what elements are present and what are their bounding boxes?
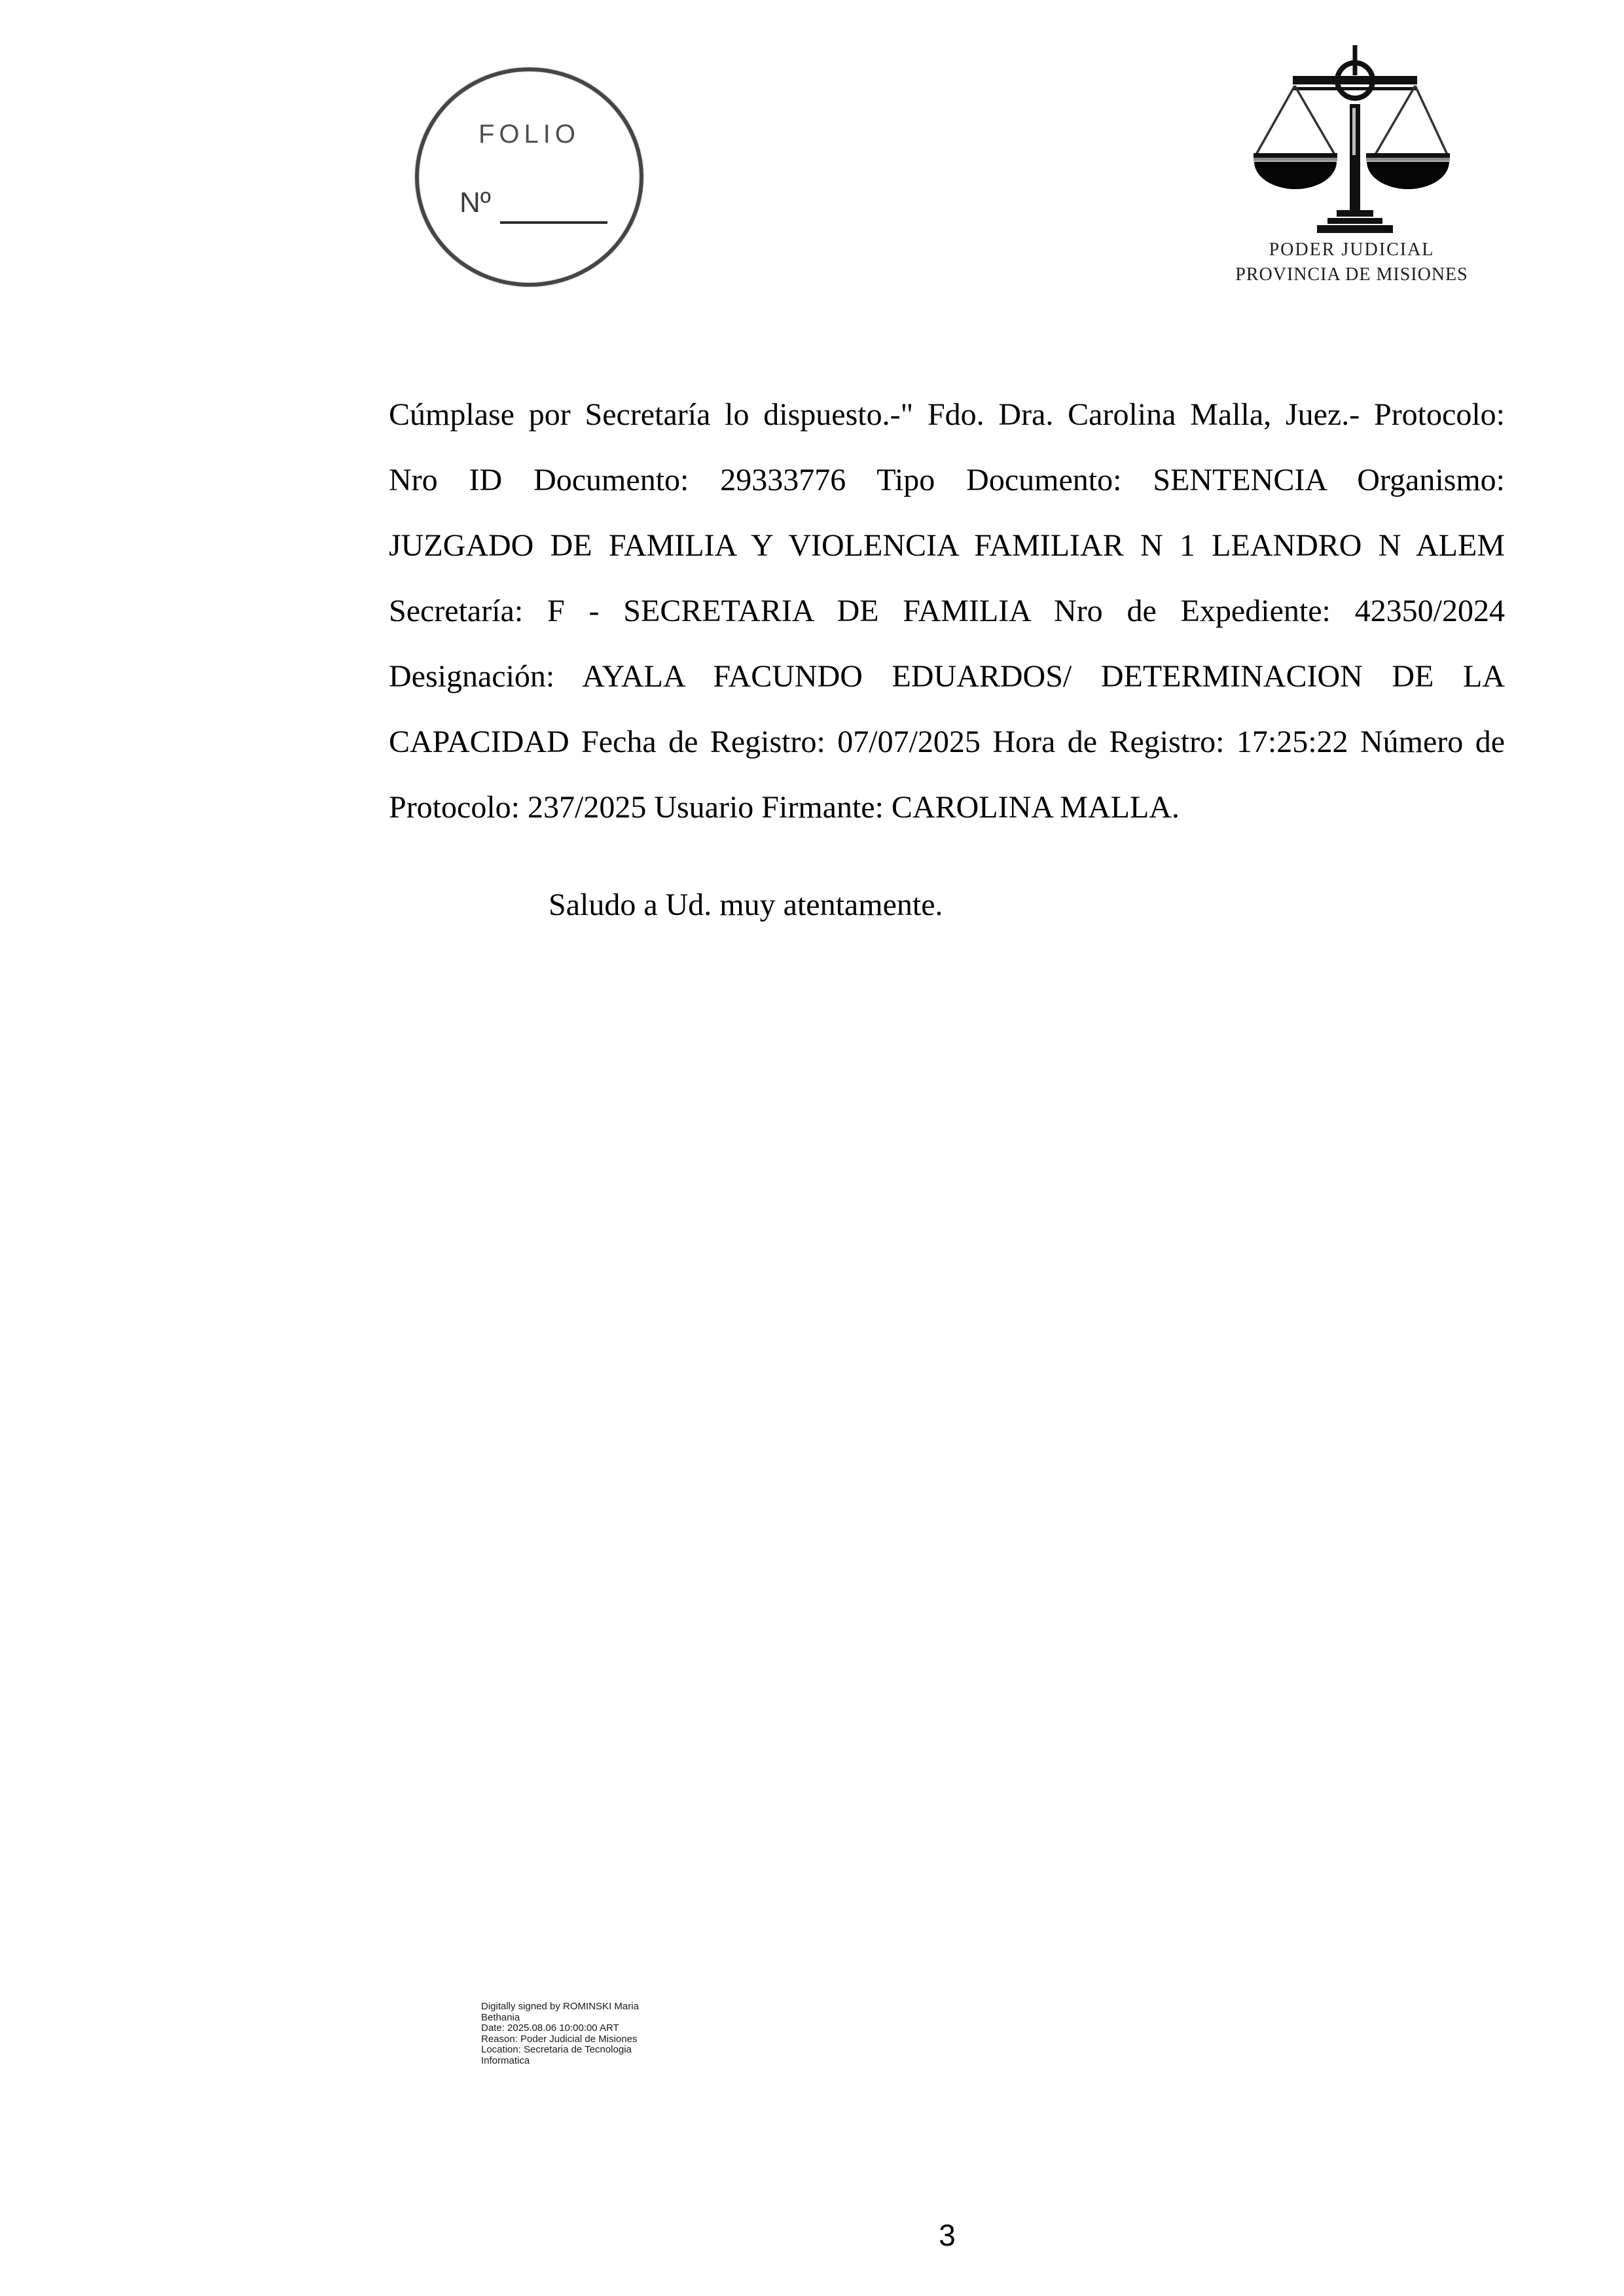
closing-salutation: Saludo a Ud. muy atentamente. [549, 888, 943, 922]
signature-line: Bethania [481, 2011, 520, 2023]
signature-line: Informatica [481, 2054, 530, 2066]
folio-stamp [415, 67, 643, 287]
logo-caption-line1: PODER JUDICIAL [1269, 240, 1435, 260]
signature-line: Date: 2025.08.06 10:00:00 ART [481, 2022, 619, 2034]
court-logo [1221, 45, 1483, 285]
folio-stamp-title: FOLIO [478, 120, 581, 149]
paragraph-line: Designación: AYALA FACUNDO EDUARDOS/ DETERMINACION DE LA [389, 659, 1505, 694]
digital-signature-block [481, 2001, 639, 2067]
scales-of-justice-icon [1221, 45, 1483, 235]
paragraph-line: JUZGADO DE FAMILIA Y VIOLENCIA FAMILIAR N 1 LEANDRO N ALEM [389, 528, 1505, 563]
logo-caption-line2: PROVINCIA DE MISIONES [1235, 264, 1468, 285]
paragraph-line: CAPACIDAD Fecha de Registro: 07/07/2025 Hora de Registro: 17:25:22 Número de [389, 725, 1505, 759]
paragraph-line: Protocolo: 237/2025 Usuario Firmante: CAROLINA MALLA. [389, 790, 1180, 825]
paragraph-line: Secretaría: F - SECRETARIA DE FAMILIA Nro de Expediente: 42350/2024 [389, 594, 1505, 628]
paragraph-line: Cúmplase por Secretaría lo dispuesto.-" Fdo. Dra. Carolina Malla, Juez.- Protocolo: [389, 397, 1505, 432]
folio-number-blank-line [500, 221, 607, 224]
signature-line: Reason: Poder Judicial de Misiones [481, 2033, 638, 2045]
paragraph-line: Nro ID Documento: 29333776 Tipo Documento: SENTENCIA Organismo: [389, 463, 1505, 497]
folio-number-label: Nº [460, 187, 491, 219]
body-paragraph [389, 382, 1505, 840]
signature-line: Digitally signed by ROMINSKI Maria [481, 2001, 639, 2012]
signature-line: Location: Secretaria de Tecnologia [481, 2044, 632, 2056]
page-number: 3 [939, 2218, 956, 2252]
